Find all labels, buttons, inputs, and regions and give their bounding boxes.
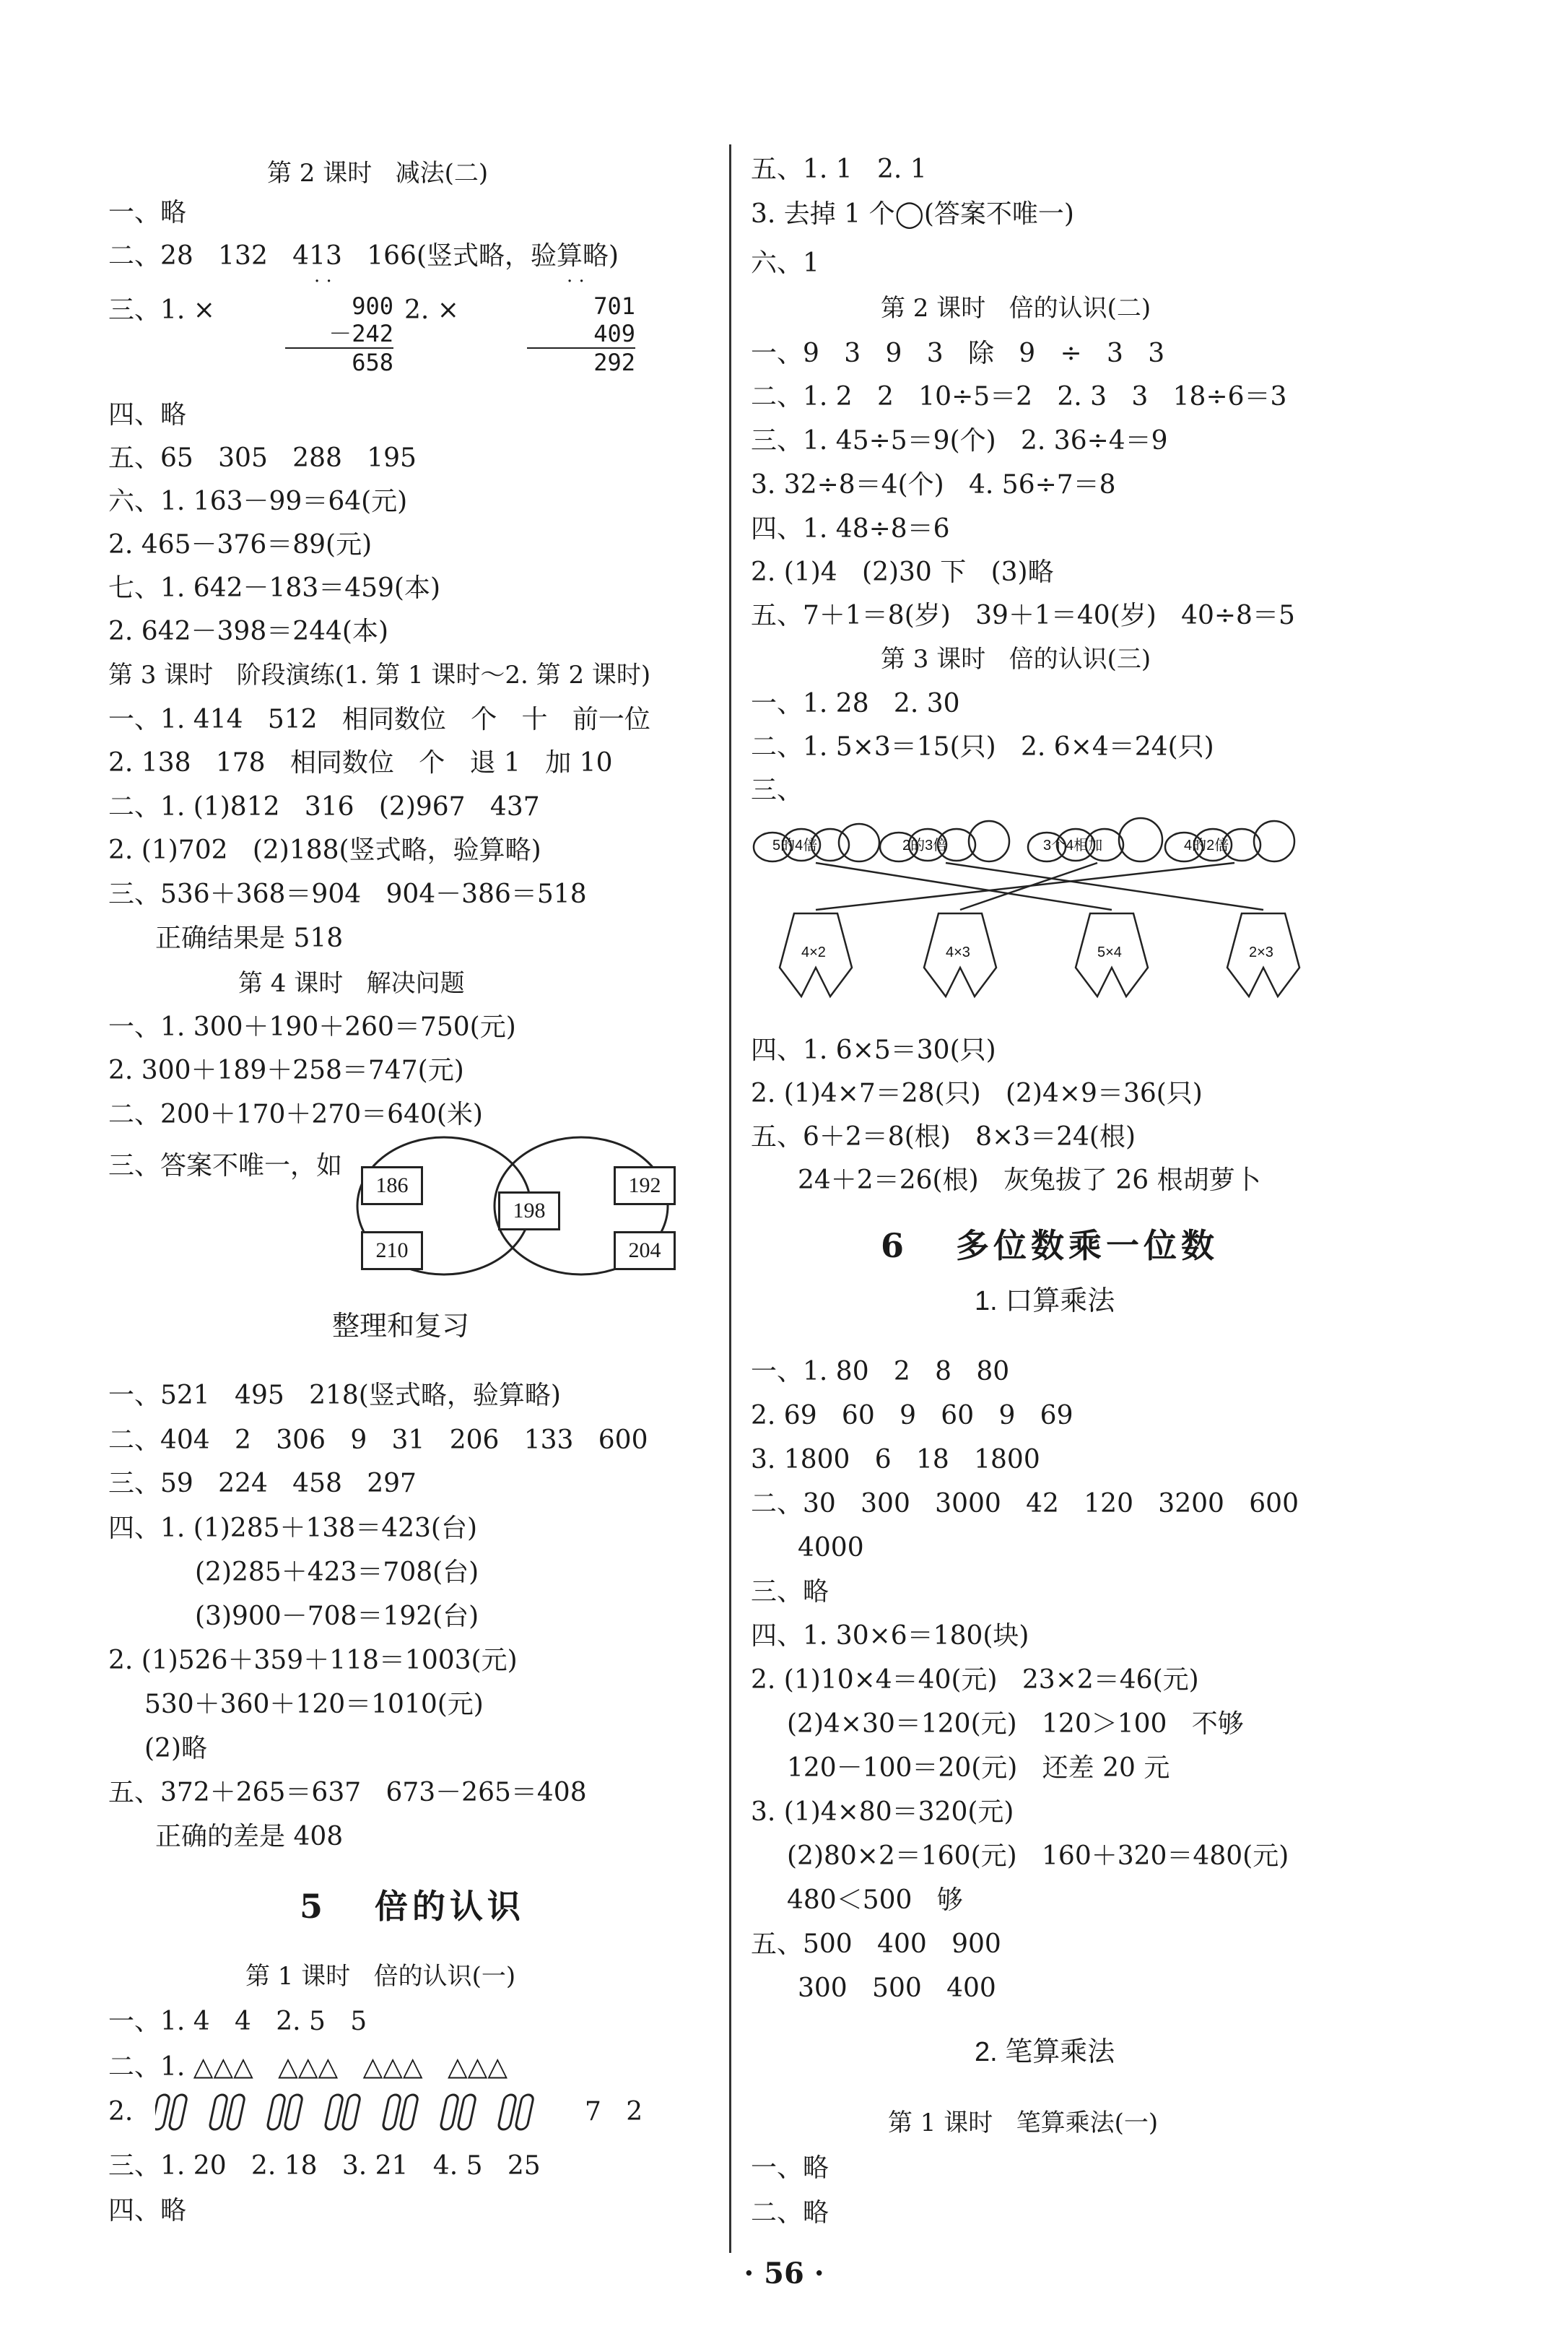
answer-line: (2)略 (144, 1734, 207, 1763)
butterfly-label: 4×2 (801, 944, 826, 960)
answer-line: 正确结果是 518 (155, 924, 344, 953)
answer-line: 五、6＋2＝8(根) 8×3＝24(根) (751, 1122, 1136, 1152)
answer-line: 三、1. 20 2. 18 3. 21 4. 5 25 (108, 2151, 541, 2181)
butterfly-label: 5×4 (1097, 944, 1122, 960)
answer-line: 2. (1)4 (2)30 下 (3)略 (751, 557, 1054, 587)
answer-line: 二、1. (1)812 316 (2)967 437 (108, 792, 540, 822)
answer-line: 一、1. 414 512 相同数位 个 十 前一位 (108, 705, 650, 734)
answer-line: 三、59 224 458 297 (108, 1469, 417, 1498)
caterpillar-label: 2的3倍 (902, 838, 948, 854)
answer-line: 六、1. 163－99＝64(元) (108, 487, 408, 516)
vert-bot: 292 (593, 349, 635, 376)
answer-line: 四、1. 30×6＝180(块) (751, 1621, 1029, 1651)
answer-line: 二、1. △△△ △△△ △△△ △△△ (108, 2052, 508, 2082)
stick-pair (383, 2095, 419, 2129)
answer-line: 530＋360＋120＝1010(元) (144, 1690, 484, 1719)
vert-top: 900 (352, 292, 393, 320)
answer-line: 2. (1)10×4＝40(元) 23×2＝46(元) (751, 1665, 1199, 1695)
answer-line: 三、 (751, 776, 803, 805)
vert-bot: 658 (352, 349, 393, 376)
section-title: 1. 口算乘法 (975, 1286, 1115, 1316)
answer-line: 3. 1800 6 18 1800 (751, 1445, 1040, 1474)
number-box: 198 (498, 1191, 560, 1230)
unit-title: 5 倍的认识 (300, 1887, 526, 1926)
answer-line: 2. 138 178 相同数位 个 退 1 加 10 (108, 748, 613, 778)
answer-line: 24＋2＝26(根) 灰兔拔了 26 根胡萝卜 (798, 1165, 1261, 1195)
answer-line: 120－100＝20(元) 还差 20 元 (787, 1753, 1170, 1783)
number-box: 192 (614, 1166, 676, 1205)
answer-line: 4000 (798, 1533, 864, 1563)
answer-line: 五、65 305 288 195 (108, 443, 417, 473)
borrow-dots: · · (314, 271, 332, 292)
answer-line: 五、372＋265＝637 673－265＝408 (108, 1778, 587, 1807)
answer-line: 七、1. 642－183＝459(本) (108, 573, 441, 603)
answer-line: 四、略 (108, 400, 187, 430)
caterpillar-label: 3个4相加 (1043, 838, 1103, 854)
answer-line: 一、略 (108, 198, 187, 227)
answer-line: 一、9 3 9 3 除 9 ÷ 3 3 (751, 339, 1165, 368)
answer-line: 一、1. 80 2 8 80 (751, 1357, 1010, 1386)
section-title: 整理和复习 (332, 1311, 470, 1342)
butterfly-label: 2×3 (1249, 944, 1273, 960)
answer-line: 3. 32÷8＝4(个) 4. 56÷7＝8 (751, 470, 1116, 500)
vert-mid: 409 (527, 320, 635, 349)
answer-line: 一、521 495 218(竖式略，验算略) (108, 1381, 561, 1410)
answer-line: (2)285＋423＝708(台) (195, 1558, 479, 1587)
section-title: 2. 笔算乘法 (975, 2037, 1115, 2067)
page-number: · 56 · (744, 2257, 824, 2290)
answer-line: 二、略 (751, 2198, 829, 2228)
answer-line: 一、1. 300＋190＋260＝750(元) (108, 1012, 516, 1042)
lesson-title: 第 2 课时 倍的认识(二) (881, 294, 1151, 323)
answer-line: 二、30 300 3000 42 120 3200 600 (751, 1489, 1299, 1519)
answer-line: 四、1. (1)285＋138＝423(台) (108, 1513, 478, 1543)
lesson-title: 第 3 课时 倍的认识(三) (881, 645, 1151, 674)
answer-line: 六、1 (751, 248, 819, 278)
answer-line: 五、1. 1 2. 1 (751, 155, 927, 184)
answer-line: 2. (1)702 (2)188(竖式略，验算略) (108, 835, 541, 865)
answer-line: 二、404 2 306 9 31 206 133 600 (108, 1425, 648, 1455)
number-box: 186 (361, 1166, 423, 1205)
match-line (816, 863, 1234, 910)
answer-line: 四、1. 48÷8＝6 (751, 514, 950, 544)
answer-line: 2. 69 60 9 60 9 69 (751, 1401, 1073, 1430)
stick-pair (325, 2095, 361, 2129)
stick-pair (267, 2095, 303, 2129)
number-box: 204 (614, 1231, 676, 1270)
answer-line: 三、1. × (108, 295, 215, 325)
answer-line: 一、1. 4 4 2. 5 5 (108, 2007, 367, 2036)
answer-line: 3. 去掉 1 个◯(答案不唯一) (751, 199, 1074, 229)
answer-line: 正确的差是 408 (155, 1822, 344, 1851)
number-box: 210 (361, 1231, 423, 1270)
match-line (946, 863, 1263, 910)
answer-line: 3. (1)4×80＝320(元) (751, 1797, 1014, 1827)
caterpillar-label: 5的4倍 (772, 838, 818, 854)
lesson-title: 第 1 课时 笔算乘法(一) (888, 2108, 1159, 2137)
answer-line: 300 500 400 (798, 1973, 996, 2003)
lesson-title: 第 2 课时 减法(二) (267, 159, 489, 188)
answer-line: 480＜500 够 (787, 1885, 963, 1915)
lesson-title: 第 4 课时 解决问题 (238, 969, 465, 998)
answer-line: (3)900－708＝192(台) (195, 1602, 479, 1631)
answer-line: 2. (1)526＋359＋118＝1003(元) (108, 1646, 518, 1675)
answer-line: 四、略 (108, 2196, 187, 2225)
answer-line: 三、536＋368＝904 904－386＝518 (108, 879, 587, 909)
answer-line: 2. 465－376＝89(元) (108, 530, 373, 560)
caterpillar-label: 4的2倍 (1184, 838, 1229, 854)
butterfly-label: 4×3 (946, 944, 970, 960)
stick-pair (498, 2095, 534, 2129)
answer-line: 四、1. 6×5＝30(只) (751, 1035, 996, 1065)
stick-pair (155, 2095, 188, 2129)
answer-line: 二、1. 5×3＝15(只) 2. 6×4＝24(只) (751, 732, 1214, 762)
answer-line: 三、1. 45÷5＝9(个) 2. 36÷4＝9 (751, 426, 1168, 456)
answer-line: (2)4×30＝120(元) 120＞100 不够 (787, 1709, 1244, 1739)
answer-line: (2)80×2＝160(元) 160＋320＝480(元) (787, 1841, 1289, 1871)
unit-title: 6 多位数乘一位数 (881, 1226, 1219, 1265)
answer-line: 一、略 (751, 2153, 829, 2183)
answer-line: 五、500 400 900 (751, 1929, 1001, 1959)
answer-line: 三、略 (751, 1577, 829, 1607)
answer-line: 二、28 132 413 166(竖式略，验算略) (108, 241, 619, 271)
answer-line: 三、答案不唯一，如 (108, 1151, 343, 1181)
answer-line: 一、1. 28 2. 30 (751, 689, 960, 718)
column-divider (729, 144, 731, 2253)
vert-mid: －242 (285, 320, 393, 349)
lesson-title: 第 3 课时 阶段演练(1. 第 1 课时～2. 第 2 课时) (108, 661, 651, 690)
vert-top: 701 (593, 292, 635, 320)
answer-line: 二、1. 2 2 10÷5＝2 2. 3 3 18÷6＝3 (751, 382, 1287, 412)
answer-line: 7 2 (585, 2097, 643, 2127)
vertical-subtraction-1 (285, 292, 393, 376)
answer-line: 2. (1)4×7＝28(只) (2)4×9＝36(只) (751, 1079, 1203, 1108)
borrow-dots: · · (567, 271, 585, 292)
matching-diagram (751, 812, 1328, 1011)
stick-pair (440, 2095, 476, 2129)
match-line (816, 863, 1112, 910)
lesson-title: 第 1 课时 倍的认识(一) (245, 1962, 516, 1991)
vertical-subtraction-2 (527, 292, 635, 376)
answer-line: 二、200＋170＋270＝640(米) (108, 1100, 483, 1129)
answer-line: 2. 642－398＝244(本) (108, 617, 389, 646)
answer-line: 2. (108, 2097, 134, 2127)
answer-line: 2. 300＋189＋258＝747(元) (108, 1056, 464, 1085)
stick-pair (209, 2095, 245, 2129)
answer-line: 五、7＋1＝8(岁) 39＋1＝40(岁) 40÷8＝5 (751, 601, 1295, 630)
answer-line: 2. × (404, 295, 459, 325)
